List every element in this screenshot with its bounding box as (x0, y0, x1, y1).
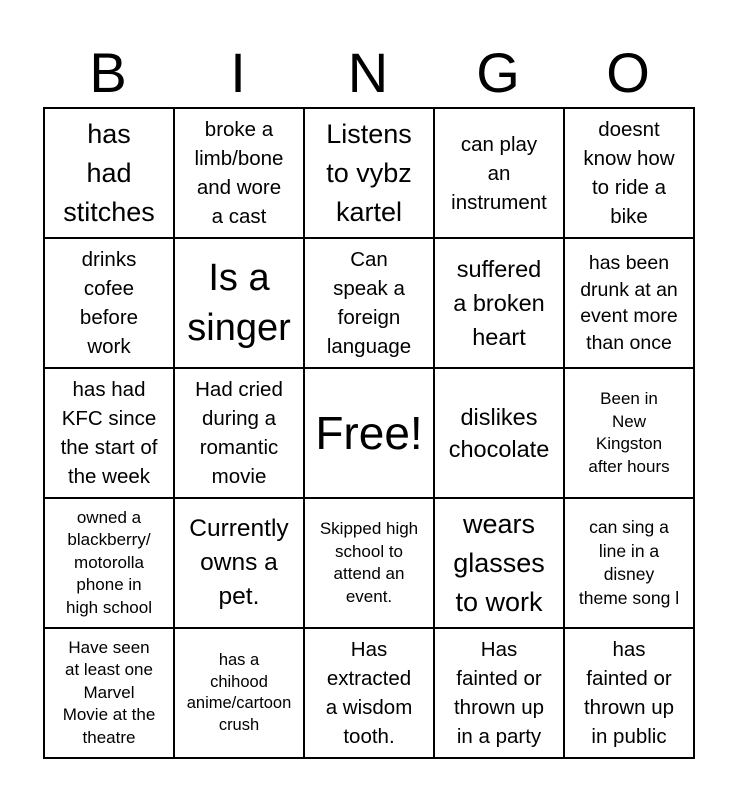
bingo-cell-label: Has extracted a wisdom tooth. (325, 638, 413, 748)
bingo-cell-r2c4[interactable] (435, 239, 565, 369)
bingo-cell-free[interactable] (305, 369, 435, 499)
bingo-board (43, 107, 695, 759)
bingo-cell-label: wears glasses to work (453, 508, 545, 617)
bingo-cell-label: can sing a line in a disney theme song l (578, 517, 680, 608)
bingo-cell-label: has had KFC since the start of the week (60, 378, 158, 488)
bingo-cell-r3c4[interactable] (435, 369, 565, 499)
bingo-cell-label: Currently owns a pet. (189, 515, 289, 610)
header-letter-g: G (476, 41, 520, 104)
bingo-cell-label: dislikes chocolate (448, 404, 550, 462)
bingo-cell-r1c3[interactable] (305, 109, 435, 239)
bingo-cell-label: Is a singer (187, 257, 291, 349)
bingo-cell-r4c1[interactable] (45, 499, 175, 629)
bingo-cell-label: Has fainted or thrown up in a party (453, 638, 545, 748)
bingo-cell-label: suffered a broken heart (453, 256, 545, 350)
bingo-cell-r2c5[interactable] (565, 239, 695, 369)
bingo-cell-r1c1[interactable] (45, 109, 175, 239)
bingo-cell-label: doesnt know how to ride a bike (583, 118, 675, 228)
bingo-cell-label: Skipped high school to attend an event. (319, 519, 419, 606)
header-letter-n: N (347, 41, 389, 104)
bingo-cell-r4c3[interactable] (305, 499, 435, 629)
bingo-cell-label: has been drunk at an event more than once (580, 252, 678, 354)
bingo-cell-r1c5[interactable] (565, 109, 695, 239)
bingo-cell-label: has had stitches (63, 118, 155, 227)
bingo-cell-label: has fainted or thrown up in public (583, 638, 675, 748)
bingo-cell-r5c2[interactable] (175, 629, 305, 759)
bingo-cell-label: owned a blackberry/ motorolla phone in high school (65, 507, 152, 617)
bingo-cell-r1c4[interactable] (435, 109, 565, 239)
bingo-cell-r2c1[interactable] (45, 239, 175, 369)
bingo-cell-r4c5[interactable] (565, 499, 695, 629)
bingo-cell-r5c4[interactable] (435, 629, 565, 759)
bingo-cell-r5c1[interactable] (45, 629, 175, 759)
bingo-cell-label: has a chihood anime/cartoon crush (186, 651, 292, 734)
bingo-cell-r3c2[interactable] (175, 369, 305, 499)
header-letter-o: O (606, 41, 650, 104)
header-letter-i: I (230, 41, 246, 104)
bingo-cell-label: can play an instrument (451, 132, 547, 214)
bingo-cell-r3c5[interactable] (565, 369, 695, 499)
bingo-cell-r1c2[interactable] (175, 109, 305, 239)
bingo-cell-r4c4[interactable] (435, 499, 565, 629)
bingo-cell-label: Had cried during a romantic movie (195, 378, 283, 488)
bingo-header (43, 38, 693, 108)
bingo-cell-label: Have seen at least one Marvel Movie at the theatre (62, 637, 156, 747)
bingo-cell-label: drinks cofee before work (79, 248, 139, 358)
free-space-label: Free! (315, 407, 423, 459)
bingo-cell-label: broke a limb/bone and wore a cast (194, 118, 284, 228)
bingo-cell-r5c3[interactable] (305, 629, 435, 759)
bingo-cell-r2c2[interactable] (175, 239, 305, 369)
header-letter-b: B (89, 41, 127, 104)
bingo-cell-r4c2[interactable] (175, 499, 305, 629)
bingo-cell-r5c5[interactable] (565, 629, 695, 759)
bingo-cell-label: Can speak a foreign language (326, 248, 412, 358)
bingo-cell-r2c3[interactable] (305, 239, 435, 369)
bingo-cell-r3c1[interactable] (45, 369, 175, 499)
bingo-cell-label: Listens to vybz kartel (326, 118, 412, 227)
bingo-cell-label: Been in New Kingston after hours (588, 389, 670, 476)
